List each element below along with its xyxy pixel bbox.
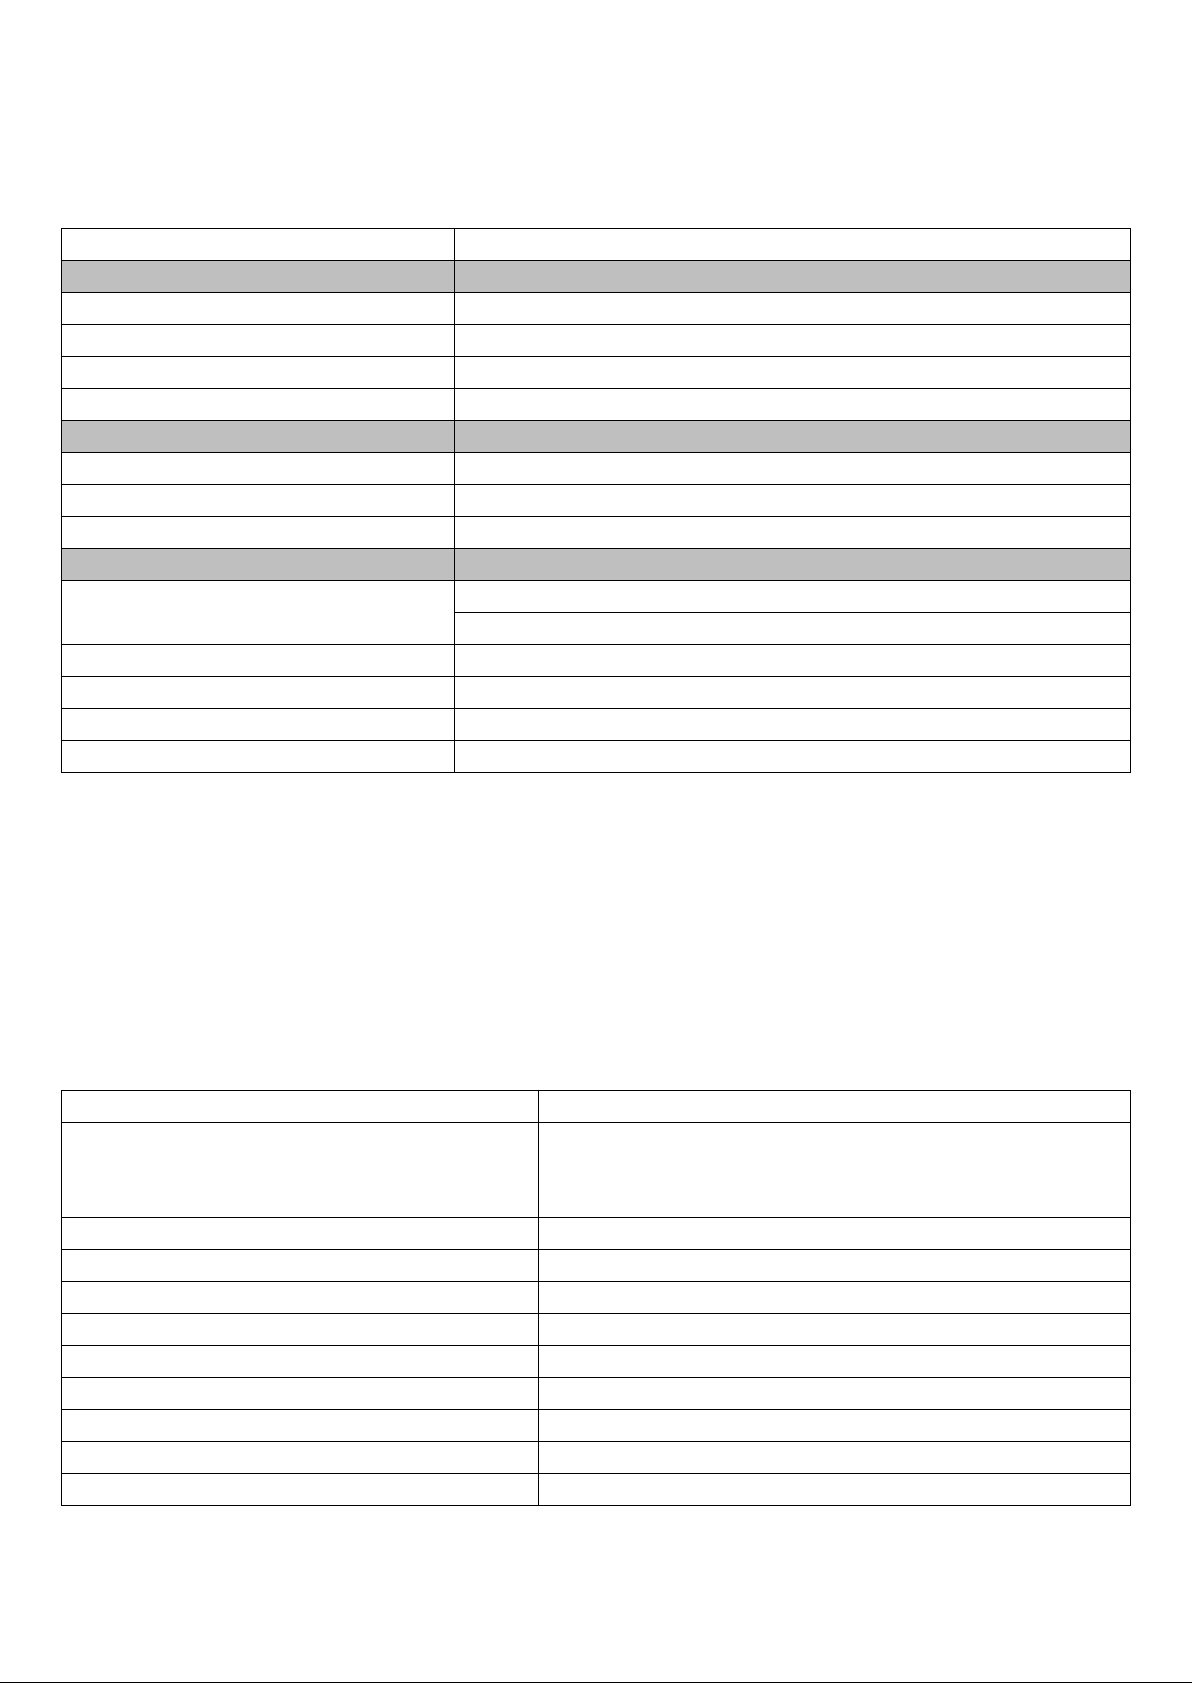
table-row	[62, 325, 1131, 357]
table-cell	[62, 485, 455, 517]
table-cell	[455, 581, 1131, 613]
table-cell	[62, 389, 455, 421]
table-cell	[62, 1250, 539, 1282]
table-cell	[455, 389, 1131, 421]
table-cell	[62, 1346, 539, 1378]
table-cell	[455, 325, 1131, 357]
table-cell	[455, 613, 1131, 645]
table-cell	[62, 1474, 539, 1506]
table-row	[62, 1218, 1131, 1250]
table-row	[62, 229, 1131, 261]
table-cell	[62, 741, 455, 773]
table-cell	[455, 709, 1131, 741]
table-cell	[539, 1218, 1131, 1250]
table-cell	[539, 1346, 1131, 1378]
table-cell	[539, 1250, 1131, 1282]
table-row	[62, 1442, 1131, 1474]
table-cell	[62, 1314, 539, 1346]
section-header-cell	[455, 261, 1131, 293]
table-cell	[62, 453, 455, 485]
table-cell	[455, 485, 1131, 517]
table-cell	[62, 325, 455, 357]
section-header-cell	[62, 261, 455, 293]
table-row	[62, 517, 1131, 549]
section-header-row	[62, 421, 1131, 453]
table-cell	[62, 1442, 539, 1474]
table-row	[62, 741, 1131, 773]
table-cell	[539, 1314, 1131, 1346]
table-cell	[62, 517, 455, 549]
table-2	[61, 1090, 1131, 1506]
table-row	[62, 293, 1131, 325]
table-row	[62, 357, 1131, 389]
table-cell	[539, 1091, 1131, 1123]
section-header-cell	[455, 421, 1131, 453]
footer-rule	[0, 1682, 1192, 1683]
table-cell	[539, 1474, 1131, 1506]
table-cell	[455, 741, 1131, 773]
table-row-tall	[62, 1123, 1131, 1218]
table-cell	[539, 1282, 1131, 1314]
table-cell	[62, 1218, 539, 1250]
table-row	[62, 645, 1131, 677]
table-cell	[539, 1410, 1131, 1442]
table-row	[62, 677, 1131, 709]
table-row	[62, 1091, 1131, 1123]
table-cell	[539, 1442, 1131, 1474]
table-cell	[455, 293, 1131, 325]
table-row	[62, 1346, 1131, 1378]
section-header-row	[62, 261, 1131, 293]
table-1	[61, 228, 1131, 773]
table-row	[62, 389, 1131, 421]
table-row	[62, 1474, 1131, 1506]
table-cell	[62, 1282, 539, 1314]
table-cell	[455, 357, 1131, 389]
table-cell	[455, 677, 1131, 709]
section-header-cell	[62, 549, 455, 581]
table-row	[62, 581, 1131, 613]
section-header-cell	[62, 421, 455, 453]
table-cell	[455, 453, 1131, 485]
table-cell	[62, 293, 455, 325]
section-header-cell	[455, 549, 1131, 581]
table-row	[62, 453, 1131, 485]
table-cell	[62, 1091, 539, 1123]
table-cell	[62, 229, 455, 261]
table-row	[62, 1314, 1131, 1346]
table-row	[62, 1282, 1131, 1314]
table-cell	[62, 677, 455, 709]
merged-cell	[62, 581, 455, 645]
section-header-row	[62, 549, 1131, 581]
table-row	[62, 1378, 1131, 1410]
table-row	[62, 485, 1131, 517]
table-cell	[62, 357, 455, 389]
table-cell	[62, 645, 455, 677]
table-cell	[62, 709, 455, 741]
table-cell	[455, 229, 1131, 261]
table-cell	[62, 1123, 539, 1218]
table-cell	[539, 1123, 1131, 1218]
table-cell	[539, 1378, 1131, 1410]
table-cell	[455, 645, 1131, 677]
table-row	[62, 1410, 1131, 1442]
table-row	[62, 1250, 1131, 1282]
table-cell	[62, 1410, 539, 1442]
table-row	[62, 709, 1131, 741]
table-cell	[62, 1378, 539, 1410]
table-cell	[455, 517, 1131, 549]
